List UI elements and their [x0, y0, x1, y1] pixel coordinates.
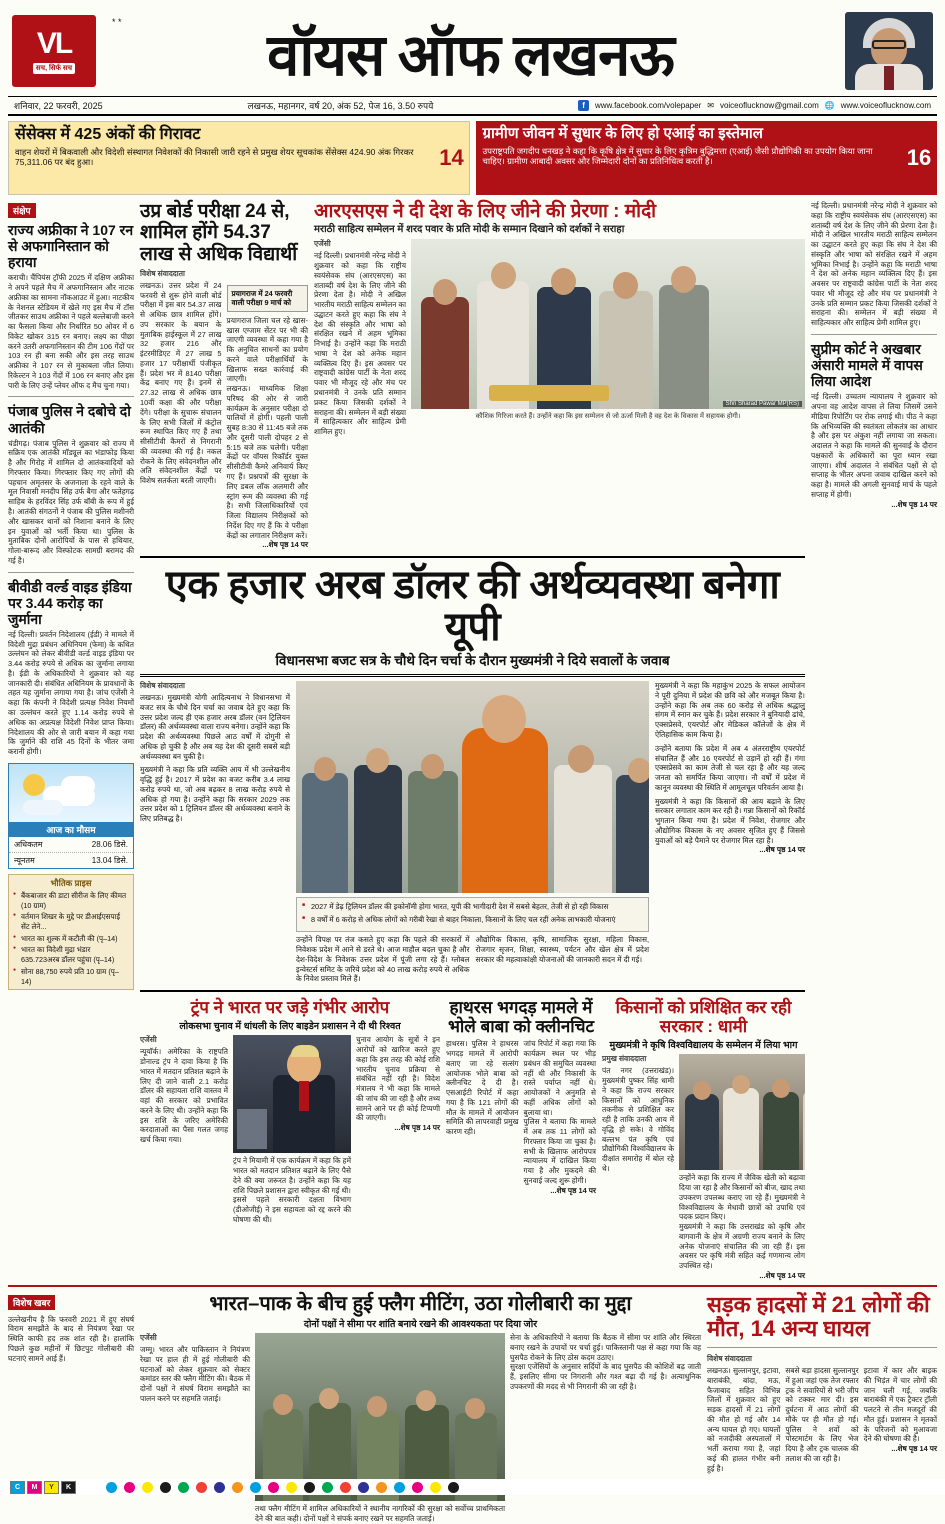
- photo-figure: [554, 765, 612, 893]
- teaser-ai-rural[interactable]: [476, 121, 938, 195]
- headline-trump[interactable]: ट्रंप ने भारत पर जड़े गंभीर आरोप: [190, 998, 390, 1018]
- divider: [140, 674, 805, 677]
- lead-text-3: उन्होंने विपक्ष पर तंज कसते हुए कहा कि पहले की सरकारों में निवेशक प्रदेश में आने से डरते थे। आज माहौल बदल चुका है और देश-विदेश के निवेशक उत्तर प्रदेश में पूंजी लगा रहे हैं। ग्लोबल इन्वेस्टर्स समिट के जरिये प्रदेश को 40 लाख करोड़ रुपये से अधिक के निवेश प्रस्ताव मिले हैं।: [296, 935, 470, 984]
- photo-trump: [233, 1035, 351, 1153]
- agency-credit: एजेंसी: [140, 1035, 157, 1045]
- photo-figure-head: [366, 748, 389, 773]
- photo-figure: [685, 1094, 719, 1170]
- divider: [8, 572, 134, 573]
- newspaper-logo: [12, 15, 96, 87]
- center-well: [140, 201, 805, 1281]
- photo-figure-head: [568, 745, 594, 773]
- bottom-left-text: उल्लेखनीय है कि फरवरी 2021 में हुए संघर्ष विराम समझौते के बाद से नियंत्रण रेखा पर स्थिति काफी हद तक शांत रही है। हालांकि पिछले कुछ महीनों में छिटपुट गोलीबारी की घटनाएं सामने आई हैं।: [8, 1314, 134, 1363]
- weather-row-max: [9, 837, 133, 853]
- story-text-flag-1: जम्मू। भारत और पाकिस्तान ने नियंत्रण रेखा पर हाल ही में हुई गोलीबारी की घटनाओं को लेकर शुक्रवार को सेक्टर कमांडर स्तर की फ्लैग मीटिंग की। बैठक में दोनों पक्षों ने संघर्ष विराम समझौते का पालन करने पर सहमति जताई।: [140, 1345, 250, 1403]
- cmyk-swatch-m: M: [27, 1481, 42, 1494]
- weather-illustration: [9, 764, 133, 822]
- photo-table: [489, 385, 609, 401]
- photo-label: Shri Sharad Pawar MP(RS): [723, 401, 802, 407]
- photo-figure-head: [314, 757, 336, 781]
- registration-dot: [106, 1482, 117, 1493]
- teaser-headline: ग्रामीण जीवन में सुधार के लिए हो एआई का इस्तेमाल: [482, 125, 763, 142]
- photo-figure: [723, 1088, 759, 1170]
- sun-icon: [23, 774, 45, 796]
- photo-tie: [299, 1081, 309, 1111]
- gold-price-box: [8, 874, 134, 990]
- lead-headline[interactable]: एक हजार अरब डॉलर की अर्थव्यवस्था बनेगा यूपी: [165, 563, 780, 650]
- portrait-glasses: [872, 40, 906, 49]
- edition-date: शनिवार, 22 फरवरी, 2025: [14, 101, 103, 111]
- story-text-dhami-3: मुख्यमंत्री ने कहा कि उत्तराखंड को कृषि और बागवानी के क्षेत्र में अग्रणी राज्य बनाने के लिए अनेक योजनाएं संचालित की जा रही हैं। इस अवसर पर कृषि मंत्री सहित कई गणमान्य लोग उपस्थित रहे।: [679, 1222, 805, 1271]
- divider: [140, 556, 805, 558]
- story-text-punjab-police: चंडीगढ़। पंजाब पुलिस ने शुक्रवार को राज्य में सक्रिय एक आतंकी मॉड्यूल का भंडाफोड़ किया है और गिरोह में शामिल दो आतंकवादियों को गिरफ्तार किया। गिरफ्तार किए गए लोगों की पहचान अमृतसर के अजनाला के रहने वाले के मूल निवासी मनदीप सिंह उर्फ बैगा और फतेहगढ़ साहिब के हरविंदर सिंह उर्फ बॉबी के रूप में हुई है। आतंकी संगठनों ने पंजाब की पुलिस मशीनरी और खासकर थानों को निशाना बनाने के लिए इन युवाओं को भर्ती किया था। पुलिस के मुताबिक दोनों आरोपियों के पास से हथियार, गोला-बारूद और विस्फोटक सामग्री बरामद की गई है।: [8, 438, 134, 565]
- headline-up-board[interactable]: उप्र बोर्ड परीक्षा 24 से, शामिल होंगे 54.37 लाख से अधिक विद्यार्थी: [140, 201, 298, 265]
- photo-figure-head: [628, 758, 649, 783]
- registration-dot: [286, 1482, 297, 1493]
- continued-note[interactable]: ...शेष पृष्ठ 14 पर: [891, 499, 937, 509]
- cloud-icon: [23, 800, 63, 815]
- gold-box-title: भौतिक प्राइस: [50, 877, 92, 888]
- photo-podium: [237, 1109, 267, 1149]
- lead-text-1: लखनऊ। मुख्यमंत्री योगी आदित्यनाथ ने विधानसभा में बजट सत्र के चौथे दिन चर्चा का जवाब देते हुए कहा कि उत्तर प्रदेश जल्द ही एक हजार अरब डॉलर (वन ट्रिलियन डॉलर) की अर्थव्यवस्था वाला राज्य बनेगा। उन्होंने कहा कि प्रदेश की अर्थव्यवस्था पिछले आठ वर्षों में दोगुनी से अधिक हो चुकी है और अब यह देश की दूसरी सबसे बड़ी अर्थव्यवस्था बन चुकी है।: [140, 693, 290, 761]
- portrait-tie: [884, 66, 894, 90]
- photo-figure: [763, 1092, 799, 1170]
- masthead-stars: * *: [112, 17, 122, 27]
- gold-item: ● बैंकबाजार की डाटा सीरीज के लिए कीमत (10 ग्राम): [13, 891, 129, 910]
- lead-col-center: [296, 681, 649, 984]
- lead-text-5: उन्होंने बताया कि प्रदेश में अब 4 अंतरराष्ट्रीय एयरपोर्ट संचालित हैं और 16 एयरपोर्ट से उड़ानें हो रही हैं। गंगा एक्सप्रेसवे का काम तेजी से चल रहा है और यह जल्द जनता को समर्पित किया जाएगा। नौ वर्षों में प्रदेश में कानून व्यवस्था की स्थिति में आमूलचूल परिवर्तन आया है।: [655, 743, 805, 792]
- weather-box: [8, 763, 134, 869]
- registration-dot: [358, 1482, 369, 1493]
- photo-figure-head: [319, 1388, 339, 1409]
- lead-story: [140, 564, 805, 669]
- registration-dot: [196, 1482, 207, 1493]
- photo-figure-head: [465, 1398, 485, 1419]
- logo-tagline: सच, सिर्फ सच: [33, 63, 75, 74]
- up-board-story: [140, 201, 308, 550]
- divider: [811, 334, 937, 335]
- story-text-flag-3: तथा फ्लैग मीटिंग में शामिल अधिकारियों ने स्थानीय नागरिकों की सुरक्षा को सर्वोच्च प्राथमिकता देने की बात कही। दोनों पक्षों ने संपर्क बनाए रखने पर सहमति जताई।: [255, 1504, 505, 1523]
- story-text-hathras-1: हाथरस। पुलिस ने हाथरस भगदड़ मामले में आरोपी बताए जा रहे सत्संग आयोजक भोले बाबा को क्लीनचिट दे दी है। एसआईटी रिपोर्ट में कहा गया है कि 121 लोगों की मौत के मामले में आयोजन समिति की लापरवाही प्रमुख कारण रही।: [446, 1039, 519, 1137]
- cmyk-swatch-c: C: [10, 1481, 25, 1494]
- photo-caption-rss: कौशिक गिरिजा करते हैं। उन्होंने कहा कि इस सम्मेलन से जो ऊर्जा मिली है वह देश के विकास में सहायक होगी।: [475, 413, 741, 421]
- registration-dot: [322, 1482, 333, 1493]
- deck-rss: मराठी साहित्य सम्मेलन में शरद पवार के प्रति मोदी के सम्मान दिखाने को दर्शकों ने सराहा: [314, 224, 625, 236]
- story-headline-safrica[interactable]: राज्य अफ्रीका ने 107 रन से अफगानिस्तान को हराया: [8, 222, 134, 271]
- lead-bullet: ■ 8 वर्षों में 6 करोड़ से अधिक लोगों को गरीबी रेखा से बाहर निकाला, किसानों के लिए चल रहीं अनेक लाभकारी योजनाएं: [302, 915, 643, 925]
- story-text-hathras-2: जांच रिपोर्ट में कहा गया कि कार्यक्रम स्थल पर भीड़ प्रबंधन की समुचित व्यवस्था नहीं थी और निकासी के रास्ते पर्याप्त नहीं थे। आयोजकों ने अनुमति से कहीं अधिक लोगों को बुलाया था।: [523, 1039, 596, 1117]
- weather-label: अधिकतम: [14, 839, 43, 849]
- story-text-sc-ansari: नई दिल्ली। उच्चतम न्यायालय ने शुक्रवार को अपना वह आदेश वापस ले लिया जिसमें उसने मीडिया रिपोर्टिंग पर रोक लगाई थी। पीठ ने कहा कि अभिव्यक्ति की स्वतंत्रता लोकतंत्र का आधार है और इस पर अंकुश नहीं लगाया जा सकता। अदालत ने कहा कि मामले की सुनवाई के दौरान पक्षकारों के अधिकारों का पूरा ध्यान रखा जाएगा। शीर्ष अदालत ने संबंधित पक्षों से दो सप्ताह के भीतर अपना जवाब दाखिल करने को कहा है। मामले की अगली सुनवाई मार्च के पहले सप्ताह में होगी।: [811, 392, 937, 499]
- registration-dot: [250, 1482, 261, 1493]
- headline-flag-meeting[interactable]: भारत–पाक के बीच हुई फ्लैग मीटिंग, उठा गोलीबारी का मुद्दा: [209, 1292, 632, 1315]
- byline: विशेष संवाददाता: [140, 268, 185, 278]
- up-board-boxnote: [227, 285, 309, 312]
- edition-info: लखनऊ, महानगर, वर्ष 20, अंक 52, पेज 16, 3.50 रुपये: [247, 101, 434, 111]
- deck-flag-meeting: दोनों पक्षों ने सीमा पर शांति बनाये रखने की आवश्यकता पर दिया जोर: [303, 1319, 538, 1331]
- cloud-icon: [61, 776, 95, 796]
- envelope-icon: ✉: [707, 101, 714, 110]
- photo-figure: [408, 771, 458, 893]
- globe-icon: 🌐: [824, 101, 835, 110]
- story-text-rss: नई दिल्ली। प्रधानमंत्री नरेन्द्र मोदी ने शुक्रवार को कहा कि राष्ट्रीय स्वयंसेवक संघ (आरएसएस) का शताब्दी वर्ष देश के लिए जीने की प्रेरणा देता है। मोदी ने अखिल भारतीय मराठी साहित्य सम्मेलन का उद्घाटन करते हुए कहा कि संघ ने देश की संस्कृति और भाषा को संरक्षित रखने में अहम भूमिका निभाई है। उन्होंने कहा कि मराठी भाषा ने देश को अनेक महान व्यक्तित्व दिए हैं। इस अवसर पर राष्ट्रवादी कांग्रेस पार्टी के नेता शरद पवार भी मौजूद रहे और मंच पर प्रधानमंत्री ने उनके प्रति सम्मान प्रकट किया जिसकी दर्शकों ने सराहना की। सम्मेलन में बड़ी संख्या में साहित्यकार और साहित्य प्रेमी शामिल हुए।: [314, 251, 406, 437]
- registration-dot: [178, 1482, 189, 1493]
- cmyk-swatch-k: K: [61, 1481, 76, 1494]
- story-text-road-3: इटावा में कार और बाइक की भिड़ंत में चार लोगों की जान चली गई, जबकि बाराबंकी में एक ट्रैक्टर ट्रॉली पलटने से तीन मजदूरों की मौत हुई। प्रशासन ने मृतकों के परिजनों को मुआवजा देने की घोषणा की है।: [863, 1366, 937, 1444]
- press-color-bar: [0, 1479, 945, 1495]
- story-text-safrica: कराची। चैंपियंस ट्रॉफी 2025 में दक्षिण अफ्रीका ने अपने पहले मैच में अफगानिस्तान और नाटक अफ्रीका का सामना नॉकआउट में हुआ। नाटकीय के नेशनल स्टेडियम में खेले गए इस मैच में टॉस जीतकर साउथ अफ्रीका ने पहले बल्लेबाजी करने का फैसला किया और निर्धारित 50 ओवर में 6 विकेट खोकर 315 रन बनाए। लक्ष्य का पीछा करने उतरी अफगानिस्तान की टीम 106 गेंदों पर 103 रन ही बना सकी और इस तरह साउथ अफ्रीका ने 107 रन से मुकाबला जीत लिया। रिकेल्टन ने 103 गेंदों में 106 रन बनाए और इस पारी के लिए उन्हें प्लेयर ऑफ द मैच चुना गया।: [8, 273, 134, 390]
- rss-story: [314, 201, 805, 550]
- photo-flag-meeting: [255, 1333, 505, 1501]
- divider: [707, 1347, 937, 1348]
- photo-dhami-event: [679, 1054, 805, 1170]
- facebook-icon[interactable]: f: [578, 100, 589, 111]
- byline: प्रमुख संवाददाता: [602, 1054, 647, 1064]
- masthead-portrait-photo: [845, 12, 933, 90]
- story-text-road-2: सबसे बड़ा हादसा सुल्तानपुर में हुआ जहां एक तेज रफ्तार ट्रक ने सवारियों से भरी जीप को टक्कर मार दी। इस दुर्घटना में आठ लोगों की मौके पर ही मौत हो गई। पुलिस ने शवों को पोस्टमार्टम के लिए भेज दिया है और ट्रक चालक की तलाश की जा रही है।: [785, 1366, 859, 1463]
- registration-dots: [106, 1482, 459, 1493]
- photo-figure: [302, 773, 348, 893]
- story-headline-punjab-police[interactable]: पंजाब पुलिस ने दबोचे दो आतंकी: [8, 403, 131, 436]
- registration-dot: [412, 1482, 423, 1493]
- story-text-up-board-2: प्रयागराज जिला चल रहे खास-खास एग्जाम सेंटर पर भी की जाएगी व्यवस्था में कहा गया है कि अनुचित साधनों का प्रयोग करने वाले परीक्षार्थियों के खिलाफ सख्त कार्रवाई की जाएगी।: [226, 315, 308, 384]
- weather-row-min: [9, 853, 133, 868]
- continued-note[interactable]: ...शेष पृष्ठ 14 पर: [394, 1123, 440, 1133]
- dhami-story: [602, 998, 805, 1280]
- story-text-up-board-3: लखनऊ। माध्यमिक शिक्षा परिषद की ओर से जारी कार्यक्रम के अनुसार परीक्षा दो पालियों में होगी। पहली पाली सुबह 8:30 से 11:45 बजे तक और दूसरी पाली दोपहर 2 से 5:15 बजे तक चलेगी। परीक्षा केंद्रों पर वॉयस रिकॉर्डर युक्त सीसीटीवी कैमरे अनिवार्य किए गए हैं। प्रश्नपत्रों की सुरक्षा के लिए डबल लॉक अलमारी और स्ट्रांग रूम की व्यवस्था की गई है। सभी जिलाधिकारियों एवं जिला विद्यालय निरीक्षकों को निर्देश दिए गए हैं कि वे परीक्षा केंद्रों का लगातार निरीक्षण करें।: [226, 384, 308, 540]
- registration-dot: [232, 1482, 243, 1493]
- boxnote-title: प्रयागराज में 24 फरवरी वाली परीक्षा 9 मार्च को: [231, 288, 293, 308]
- divider: [140, 990, 805, 992]
- registration-dot: [268, 1482, 279, 1493]
- gold-item: ● भारत का विदेशी मुद्रा भंडार 635.723अरब डॉलर पहुंचा (पृ–14): [13, 945, 129, 964]
- hathras-story: [446, 998, 596, 1280]
- teaser-headline: सेंसेक्स में 425 अंकों की गिरावट: [15, 126, 201, 143]
- lead-text-2: मुख्यमंत्री ने कहा कि प्रति व्यक्ति आय में भी उल्लेखनीय वृद्धि हुई है। 2017 में प्रदेश का बजट करीब 3.4 लाख करोड़ रुपये था, जो अब बढ़कर 8 लाख करोड़ रुपये से अधिक हो गया है। उन्होंने कहा कि सरकार 2029 तक उत्तर प्रदेश को 1 ट्रिलियन डॉलर की अर्थव्यवस्था बनाने के लिए प्रतिबद्ध है।: [140, 765, 290, 824]
- lead-deck: विधानसभा बजट सत्र के चौथे दिन चर्चा के दौरान मुख्यमंत्री ने दिये सवालों के जवाब: [275, 653, 670, 669]
- registration-dot: [430, 1482, 441, 1493]
- left-rail: [8, 201, 134, 1281]
- facebook-url[interactable]: www.facebook.com/volepaper: [594, 101, 702, 110]
- story-text-flag-2: सेना के अधिकारियों ने बताया कि बैठक में सीमा पर शांति और स्थिरता बनाए रखने के उपायों पर चर्चा हुई। पाकिस्तानी पक्ष से कहा गया कि वह घुसपैठ रोकने के लिए ठोस कदम उठाए।: [510, 1333, 701, 1362]
- gold-item: ● वर्तमान शिखर के मुद्दे पर डीआईएसपाई सेंट लेने...: [13, 912, 129, 931]
- photo-figure-cm: [462, 728, 548, 893]
- section-label-sankshep: संक्षेप: [8, 203, 36, 218]
- photo-figure: [659, 285, 709, 409]
- continued-note[interactable]: ...शेष पृष्ठ 14 पर: [550, 1185, 596, 1195]
- photo-figure: [354, 765, 402, 893]
- photo-figure-head: [367, 1396, 387, 1417]
- gold-item: ● सोना 88,750 रुपये प्रति 10 ग्राम (पृ–14): [13, 967, 129, 986]
- weather-title: आज का मौसम: [9, 822, 133, 837]
- photo-figure-head: [482, 695, 526, 743]
- lead-col-1: [140, 681, 290, 984]
- registration-dot: [394, 1482, 405, 1493]
- story-text-bvd-fine: नई दिल्ली। प्रवर्तन निदेशालय (ईडी) ने मामले में विदेशी मुद्रा प्रबंधन अधिनियम (फेमा) के कथित उल्लंघन को लेकर बीवीडी वर्ल्ड वाइड इंडिया पर 3.44 करोड़ रुपये से अधिक का जुर्माना लगाया है। ईडी के अधिकारियों ने शुक्रवार को यह जानकारी दी। संबंधित अधिनियम के प्रावधानों के तहत यह जुर्माना लगाया गया है। जांच एजेंसी ने कहा कि कंपनी ने विदेशी प्रत्यक्ष निवेश नियमों का उल्लंघन करते हुए 1.14 करोड़ रुपये से अधिक का अप्रत्यक्ष विदेशी निवेश प्राप्त किया। निदेशालय की ओर से जारी बयान में कहा गया कि जुर्माने की राशि 45 दिनों के भीतर जमा करानी होगी।: [8, 629, 134, 757]
- cmyk-swatches: [10, 1481, 76, 1494]
- story-text-hathras-3: पुलिस ने बताया कि मामले में अब तक 11 लोगों को गिरफ्तार किया जा चुका है। सभी के खिलाफ आरोपपत्र न्यायालय में दाखिल किया गया है और मुकदमे की सुनवाई जल्द शुरू होगी।: [523, 1117, 596, 1185]
- right-rail: [811, 201, 937, 1281]
- divider: [8, 396, 134, 397]
- photo-rss-event: [411, 239, 805, 409]
- story-text-dhami-1: पंत नगर (उत्तराखंड)। मुख्यमंत्री पुष्कर सिंह धामी ने कहा कि राज्य सरकार किसानों को आधुनिक तकनीक से प्रशिक्षित कर रही है ताकि उनकी आय में वृद्धि हो सके। वे गोविंद बल्लभ पंत कृषि एवं प्रौद्योगिकी विश्वविद्यालय के दीक्षांत समारोह में बोल रहे थे।: [602, 1066, 674, 1173]
- headline-sc-ansari[interactable]: सुप्रीम कोर्ट ने अखबार अंसारी मामले में वापस लिया आदेश: [811, 340, 923, 390]
- teaser-text: उपराष्ट्रपति जगदीप धनखड़ ने कहा कि कृषि क्षेत्र में सुधार के लिए कृत्रिम बुद्धिमत्ता (एआई) जैसी प्रौद्योगिकी का उपयोग किया जाना चाहिए। ग्रामीण आबादी अवसर और जिम्मेदारी दोनों का प्रतिनिधित्व करती है।: [482, 145, 873, 167]
- photo-assembly: [296, 681, 649, 893]
- story-text-trump-3: चुनाव आयोग के सूत्रों ने इन आरोपों को खारिज करते हुए कहा कि इस तरह की कोई राशि भारतीय चुनाव प्रक्रिया से संबंधित नहीं रही है। विदेश मंत्रालय ने भी कहा कि मामले की जांच की जा रही है और तथ्य सामने आने पर ही कोई टिप्पणी की जाएगी।: [356, 1035, 440, 1123]
- divider: [8, 1285, 937, 1287]
- story-text-flag-5: सुरक्षा एजेंसियों के अनुसार सर्दियों के बाद घुसपैठ की कोशिशें बढ़ जाती हैं, इसलिए सीमा पर निगरानी और गश्त बढ़ा दी गई है। अत्याधुनिक उपकरणों की मदद से भी निगरानी की जा रही है।: [510, 1362, 701, 1391]
- photo-hair: [291, 1045, 319, 1057]
- teaser-sensex[interactable]: [8, 121, 470, 195]
- story-text-trump-2: ट्रंप ने मियामी में एक कार्यक्रम में कहा कि हमें भारत को मतदान प्रतिशत बढ़ाने के लिए पैसे देने की क्या जरूरत है। उन्होंने कहा कि यह राशि पिछले प्रशासन द्वारा स्वीकृत की गई थी। इससे पहले सरकारी दक्षता विभाग (डीओजीई) ने इस सहायता को रद्द करने की घोषणा की थी।: [233, 1156, 351, 1224]
- masthead: [8, 0, 937, 96]
- headline-hathras[interactable]: हाथरस भगदड़ मामले में भोले बाबा को क्लीनचिट: [447, 998, 595, 1037]
- story-text-dhami-2: उन्होंने कहा कि राज्य में जैविक खेती को बढ़ावा दिया जा रहा है और किसानों को बीज, खाद तथा उपकरण उपलब्ध कराए जा रहे हैं। मुख्यमंत्री ने विश्वविद्यालय के मेधावी छात्रों को उपाधि एवं पदक प्रदान किए।: [679, 1173, 805, 1222]
- story-text-road-1: लखनऊ। सुल्तानपुर, इटावा, बाराबंकी, बांदा, मऊ, फैजाबाद सहित विभिन्न जिलों में शुक्रवार को हुए सड़क हादसों में 21 लोगों की मौत हो गई और 14 अन्य घायल हो गए। घायलों को नजदीकी अस्पतालों में भर्ती कराया गया है, जहां कई की हालत गंभीर बनी हुई है।: [707, 1366, 781, 1473]
- headline-rss[interactable]: आरएसएस ने दी देश के लिए जीने की प्रेरणा : मोदी: [314, 201, 657, 222]
- lead-text-6: मुख्यमंत्री ने कहा कि किसानों की आय बढ़ाने के लिए सरकार लगातार काम कर रही है। गन्ना किसानों को रिकॉर्ड भुगतान किया गया है। प्रदेश में निवेश, रोजगार और औद्योगिक विकास के नए अवसर सृजित हुए हैं जिससे युवाओं को बड़े पैमाने पर रोजगार मिल रहा है।: [655, 796, 805, 845]
- section-label-vishesh: विशेष खबर: [8, 1295, 55, 1310]
- lead-body-grid: [140, 681, 805, 984]
- photo-figure: [421, 297, 469, 409]
- lower-story-row: [140, 998, 805, 1280]
- story-text-trump-1: न्यूयॉर्क। अमेरिका के राष्ट्रपति डोनाल्ड ट्रंप ने दावा किया है कि भारत में मतदान प्रतिशत बढ़ाने के लिए दी जाने वाली 2.1 करोड़ डॉलर की सहायता राशि वास्तव में वहां की सरकार को प्रभावित करने के लिए थी। उन्होंने कहा कि इस राशि के जरिए अमेरिकी करदाताओं का पैसा गलत जगह खर्च किया गया।: [140, 1047, 228, 1145]
- continued-note[interactable]: ...शेष पृष्ठ 14 पर: [759, 1270, 805, 1280]
- photo-figure-head: [416, 1390, 436, 1411]
- teaser-page-number: 16: [906, 145, 932, 170]
- story-text-up-board: लखनऊ। उत्तर प्रदेश में 24 फरवरी से शुरू होने वाली बोर्ड परीक्षा में इस बार 54.37 लाख से अधिक छात्र शामिल होंगे। उप सरकार के बयान के मुताबिक हाईस्कूल में 27 लाख 32 हजार 216 और इंटरमीडिएट में 27 लाख 5 हजार 17 परीक्षार्थी पंजीकृत हैं। प्रदेश भर में 8140 परीक्षा केंद्र बनाए गए हैं। इनमें से 27.32 लाख से अधिक छात्र 10वीं कक्षा की और परीक्षा देंगे। परीक्षा के सुचारू संचालन के लिए सभी जिलों में कंट्रोल रूम स्थापित किए गए हैं तथा सीसीटीवी कैमरों से निगरानी की व्यवस्था की गई है। नकल रोकने के लिए संवेदनशील और अति संवेदनशील केंद्रों पर विशेष सतर्कता बरती जाएगी।: [140, 280, 222, 486]
- weather-value: 13.04 डिसे.: [91, 855, 128, 865]
- social-links: [578, 100, 931, 111]
- main-grid: [8, 201, 937, 1281]
- agency-credit: एजेंसी: [140, 1333, 157, 1343]
- photo-figure-head: [421, 754, 444, 779]
- headline-dhami[interactable]: किसानों को प्रशिक्षित कर रही सरकार : धामी: [615, 998, 792, 1037]
- agency-credit: एजेंसी: [314, 239, 331, 249]
- deck-trump: लोकसभा चुनाव में धांधली के लिए बाइडेन प्रशासन ने दी थी रिश्वत: [179, 1021, 401, 1033]
- lead-col-right: [655, 681, 805, 984]
- email-address[interactable]: voiceoflucknow@gmail.com: [719, 101, 819, 110]
- weather-label: न्यूनतम: [14, 855, 35, 865]
- registration-dot: [142, 1482, 153, 1493]
- registration-dot: [376, 1482, 387, 1493]
- registration-dot: [160, 1482, 171, 1493]
- logo-mark: VL: [36, 26, 72, 60]
- teaser-page-number: 14: [439, 145, 464, 170]
- top-story-row: [140, 201, 805, 550]
- registration-dot: [124, 1482, 135, 1493]
- lead-bullet: ■ 2027 में डेढ़ ट्रिलियन डॉलर की इकोनॉमी होगा भारत, यूपी की भागीदारी देश में सबसे बेहतर, तेजी से हो रही विकास: [302, 902, 643, 912]
- photo-figure: [803, 1090, 805, 1170]
- photo-figure-head: [273, 1394, 293, 1415]
- registration-dot: [214, 1482, 225, 1493]
- story-headline-bvd-fine[interactable]: बीवीडी वर्ल्ड वाइड इंडिया पर 3.44 करोड़ का जुर्माना: [8, 578, 132, 627]
- trump-story: [140, 998, 440, 1280]
- registration-dot: [304, 1482, 315, 1493]
- headline-road-accidents[interactable]: सड़क हादसों में 21 लोगों की मौत, 14 अन्य घायल: [707, 1291, 930, 1341]
- continued-note[interactable]: ...शेष पृष्ठ 14 पर: [262, 540, 308, 550]
- cmyk-swatch-y: Y: [44, 1481, 59, 1494]
- masthead-strap: [8, 96, 937, 116]
- lead-bullet-box: [296, 897, 649, 932]
- lead-text-note: औद्योगिक विकास, कृषि, सामाजिक सुरक्षा, महिला विकास, रोजगार सृजन, शिक्षा, स्वास्थ्य, पर्यटन और खेल क्षेत्र में प्रदेश सरकार की महत्वाकांक्षी योजनाओं की जानकारी सदन में दी गई।: [475, 935, 649, 964]
- continued-note[interactable]: ...शेष पृष्ठ 14 पर: [759, 845, 805, 855]
- masthead-title-wrap: [96, 17, 845, 88]
- lead-text-4: मुख्यमंत्री ने कहा कि महाकुंभ 2025 के सफल आयोजन ने पूरी दुनिया में प्रदेश की छवि को और मजबूत किया है। उन्होंने कहा कि अब तक 60 करोड़ से अधिक श्रद्धालु संगम में स्नान कर चुके हैं। प्रदेश सरकार ने बुनियादी ढांचे, एक्सप्रेसवे, एयरपोर्ट और मेडिकल कॉलेजों के क्षेत्र में ऐतिहासिक काम किया है।: [655, 681, 805, 739]
- weather-value: 28.06 डिसे.: [91, 839, 128, 849]
- byline: विशेष संवाददाता: [140, 681, 185, 691]
- right-rail-text-top: नई दिल्ली। प्रधानमंत्री नरेन्द्र मोदी ने शुक्रवार को कहा कि राष्ट्रीय स्वयंसेवक संघ (आरएसएस) का शताब्दी वर्ष देश के लिए जीने की प्रेरणा देता है। मोदी ने अखिल भारतीय मराठी साहित्य सम्मेलन का उद्घाटन करते हुए कहा कि संघ ने देश की संस्कृति और भाषा को संरक्षित रखने में अहम भूमिका निभाई है। उन्होंने कहा कि मराठी भाषा ने देश को अनेक महान व्यक्तित्व दिए हैं। इस अवसर पर राष्ट्रवादी कांग्रेस पार्टी के नेता शरद पवार भी मौजूद रहे और मंच पर प्रधानमंत्री ने उनके प्रति सम्मान प्रकट किया जिसकी दर्शकों ने सराहना की। सम्मेलन में बड़ी संख्या में साहित्यकार और साहित्य प्रेमी शामिल हुए।: [811, 201, 937, 328]
- byline: विशेष संवाददाता: [707, 1354, 752, 1364]
- continued-note[interactable]: ...शेष पृष्ठ 14 पर: [891, 1444, 937, 1454]
- photo-figure: [616, 775, 649, 893]
- gold-item: ● भारत का शुल्क में कटौती की (पृ–14): [13, 934, 129, 944]
- deck-dhami: मुख्यमंत्री ने कृषि विश्वविद्यालय के सम्मेलन में लिया भाग: [609, 1040, 798, 1052]
- registration-dot: [448, 1482, 459, 1493]
- teaser-row: [8, 121, 937, 195]
- teaser-text: वाहन शेयरों में बिकवाली और विदेशी संस्थागत निवेशकों की निकासी जारी रहने से प्रमुख शेयर सूचकांक सेंसेक्स 424.90 अंक गिरकर 75,311.06 पर बंद हुआ।: [15, 146, 414, 168]
- website-url[interactable]: www.voiceoflucknow.com: [840, 101, 931, 110]
- newspaper-title: वॉयस ऑफ लखनऊ: [267, 23, 674, 88]
- registration-dot: [340, 1482, 351, 1493]
